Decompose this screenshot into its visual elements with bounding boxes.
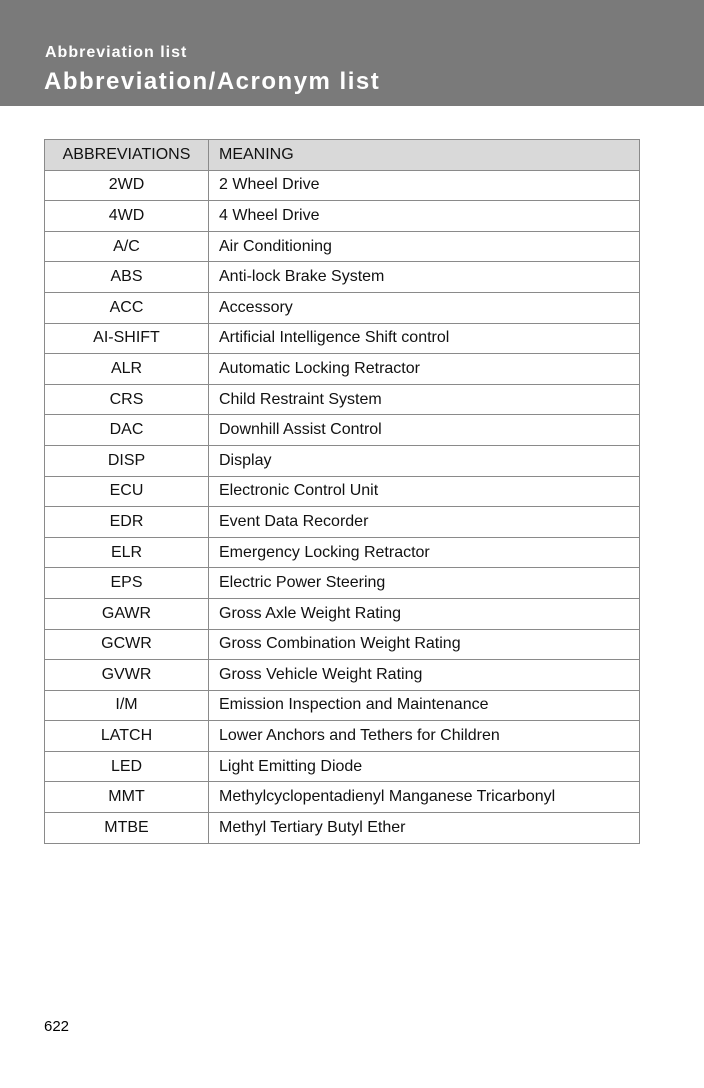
page-title: Abbreviation/Acronym list — [44, 68, 381, 95]
meaning-cell: Emission Inspection and Maintenance — [209, 690, 640, 721]
table-row — [45, 170, 640, 201]
meaning-cell: Accessory — [209, 292, 640, 323]
meaning-cell: Gross Axle Weight Rating — [209, 598, 640, 629]
meaning-cell: Methyl Tertiary Butyl Ether — [209, 813, 640, 844]
table-row — [45, 384, 640, 415]
table-row — [45, 813, 640, 844]
abbreviation-cell: DISP — [45, 445, 209, 476]
abbreviation-cell: ELR — [45, 537, 209, 568]
page-header — [0, 0, 704, 106]
table-row — [45, 507, 640, 538]
meaning-cell: Anti-lock Brake System — [209, 262, 640, 293]
table-row — [45, 537, 640, 568]
meaning-cell: 2 Wheel Drive — [209, 170, 640, 201]
table-row — [45, 629, 640, 660]
table-row — [45, 568, 640, 599]
abbreviation-cell: GCWR — [45, 629, 209, 660]
meaning-cell: Child Restraint System — [209, 384, 640, 415]
meaning-cell: Electronic Control Unit — [209, 476, 640, 507]
meaning-cell: Automatic Locking Retractor — [209, 354, 640, 385]
abbreviation-cell: I/M — [45, 690, 209, 721]
abbreviation-cell: ABS — [45, 262, 209, 293]
table-row — [45, 598, 640, 629]
table-row — [45, 751, 640, 782]
table-row — [45, 323, 640, 354]
meaning-cell: 4 Wheel Drive — [209, 201, 640, 232]
table-row — [45, 262, 640, 293]
abbreviation-cell: ACC — [45, 292, 209, 323]
table-row — [45, 660, 640, 691]
abbreviation-cell: LED — [45, 751, 209, 782]
table-row — [45, 354, 640, 385]
page-number: 622 — [44, 1018, 70, 1035]
abbreviation-cell: DAC — [45, 415, 209, 446]
abbreviation-cell: ALR — [45, 354, 209, 385]
table-row — [45, 476, 640, 507]
table-row — [45, 690, 640, 721]
column-header-abbreviations: ABBREVIATIONS — [45, 140, 209, 171]
table-row — [45, 721, 640, 752]
table-header-row — [45, 140, 640, 171]
abbreviation-cell: MTBE — [45, 813, 209, 844]
meaning-cell: Downhill Assist Control — [209, 415, 640, 446]
abbreviation-cell: AI-SHIFT — [45, 323, 209, 354]
abbreviation-table — [44, 139, 640, 844]
section-label: Abbreviation list — [45, 44, 188, 61]
table-row — [45, 415, 640, 446]
abbreviation-cell: MMT — [45, 782, 209, 813]
meaning-cell: Air Conditioning — [209, 231, 640, 262]
meaning-cell: Light Emitting Diode — [209, 751, 640, 782]
meaning-cell: Artificial Intelligence Shift control — [209, 323, 640, 354]
table-row — [45, 231, 640, 262]
abbreviation-cell: 2WD — [45, 170, 209, 201]
table-row — [45, 292, 640, 323]
abbreviation-cell: CRS — [45, 384, 209, 415]
abbreviation-cell: GAWR — [45, 598, 209, 629]
abbreviation-cell: GVWR — [45, 660, 209, 691]
abbreviation-cell: A/C — [45, 231, 209, 262]
table-row — [45, 201, 640, 232]
meaning-cell: Emergency Locking Retractor — [209, 537, 640, 568]
abbreviation-cell: LATCH — [45, 721, 209, 752]
meaning-cell: Methylcyclopentadienyl Manganese Tricarbonyl — [209, 782, 640, 813]
table-row — [45, 782, 640, 813]
meaning-cell: Gross Combination Weight Rating — [209, 629, 640, 660]
meaning-cell: Gross Vehicle Weight Rating — [209, 660, 640, 691]
abbreviation-cell: EPS — [45, 568, 209, 599]
abbreviation-cell: ECU — [45, 476, 209, 507]
meaning-cell: Electric Power Steering — [209, 568, 640, 599]
meaning-cell: Lower Anchors and Tethers for Children — [209, 721, 640, 752]
meaning-cell: Display — [209, 445, 640, 476]
column-header-meaning: MEANING — [209, 140, 640, 171]
table-row — [45, 445, 640, 476]
meaning-cell: Event Data Recorder — [209, 507, 640, 538]
abbreviation-cell: EDR — [45, 507, 209, 538]
abbreviation-cell: 4WD — [45, 201, 209, 232]
